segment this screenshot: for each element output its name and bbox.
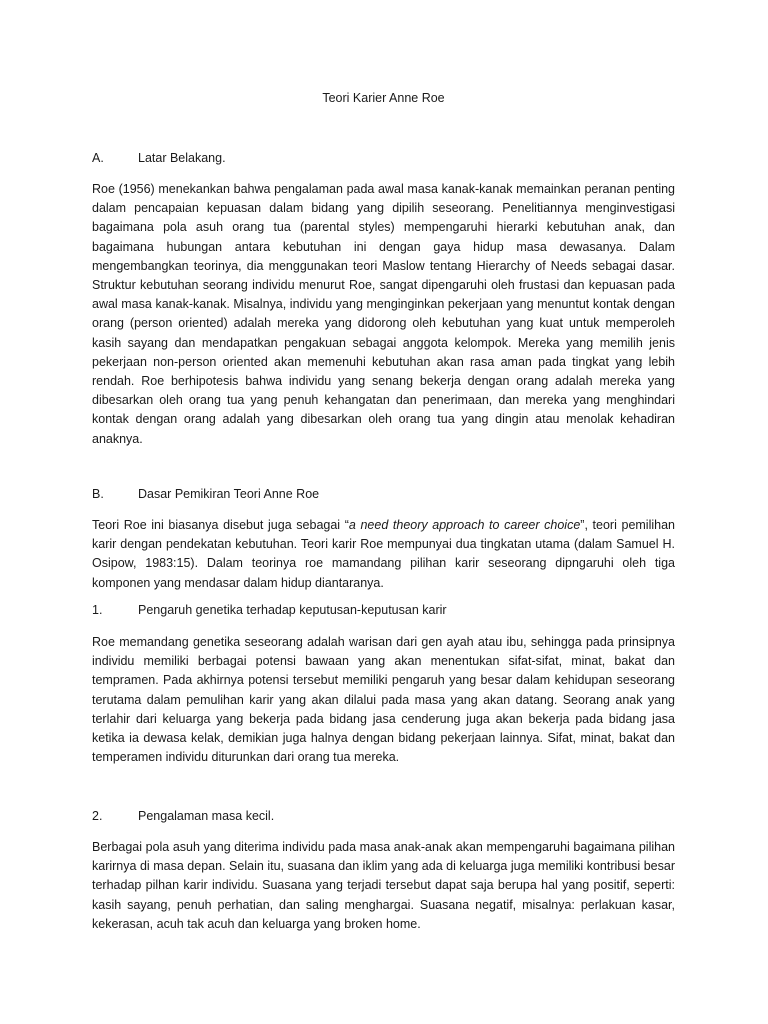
point-2-paragraph: Berbagai pola asuh yang diterima individu pada masa anak-anak akan mempengaruhi bagaimana pilihan karirnya di masa depan. Selain itu, suasana dan iklim yang ada di keluarga juga memiliki kontribusi besar terhadap pilhan karir individu. Suasana yang terjadi tersebut dapat saja berupa hal yang positif, seperti: kasih sayang, penuh perhatian, dan saling menghargai. Suasana negatif, misalnya: perlakuan kasar, kekerasan, acuh tak acuh dan keluarga yang broken home. bbox=[92, 840, 675, 931]
section-b-paragraph bbox=[92, 516, 675, 593]
point-2-heading bbox=[92, 806, 274, 826]
point-1-heading bbox=[92, 600, 447, 620]
document-title: Teori Karier Anne Roe bbox=[322, 91, 445, 105]
point-1-paragraph: Roe memandang genetika seseorang adalah warisan dari gen ayah atau ibu, sehingga pada prinsipnya individu memiliki berbagai potensi bawaan yang akan menentukan sifat-sifat, minat, bakat dan tempramen. Pada akhirnya potensi tersebut memiliki pengaruh yang besar dalam kehidupan seseorang terutama dalam pemulihan karir yang akan dilalui pada masa yang akan datang. Seorang anak yang terlahir dari keluarga yang bekerja pada bidang jasa cenderung juga akan bekerja pada bidang jasa ketika ia dewasa kelak, demikian juga halnya dengan bidang pekerjaan lainnya. Sifat, minat, bakat dan temperamen individu diturunkan dari orang tua mereka. bbox=[92, 635, 675, 765]
point-1-number: 1. bbox=[92, 603, 103, 617]
section-b-heading bbox=[92, 484, 319, 504]
section-a-paragraph: Roe (1956) menekankan bahwa pengalaman pada awal masa kanak-kanak memainkan peranan penting dalam pencapaian kepuasan dalam bidang yang dipilih seseorang. Penelitiannya menginvestigasi bagaimana pola asuh orang tua (parental styles) mempengaruhi hierarki kebutuhan anak, dan bagaimana hubungan antara kebutuhan ini dengan gaya hidup masa dewasanya. Dalam mengembangkan teorinya, dia menggunakan teori Maslow tentang Hierarchy of Needs sebagai dasar. Struktur kebutuhan seorang individu menurut Roe, sangat dipengaruhi oleh frustasi dan kepuasan pada awal masa kanak-kanak. Misalnya, individu yang menginginkan pekerjaan yang menuntut kontak dengan orang (person oriented) adalah mereka yang didorong oleh kebutuhan yang kuat untuk memperoleh kasih sayang dan mendapatkan pengakuan sebagai anggota kelompok. Mereka yang memilih jenis pekerjaan non-person oriented akan memenuhi kebutuhan akan rasa aman pada tingkat yang lebih rendah. Roe berhipotesis bahwa individu yang senang bekerja dengan orang adalah mereka yang dibesarkan oleh orang tua yang penuh kehangatan dan penerimaan, dan mereka yang menghindari kontak dengan orang adalah yang dibesarkan oleh orang tua yang dingin atau menolak kehadiran anaknya. bbox=[92, 182, 675, 446]
section-b-intro-before: Teori Roe ini biasanya disebut juga sebagai “ bbox=[92, 518, 349, 532]
section-a-heading bbox=[92, 148, 226, 168]
section-a-title: Latar Belakang. bbox=[138, 151, 226, 165]
section-b-intro-italic: a need theory approach to career choice bbox=[348, 518, 581, 532]
section-b-title: Dasar Pemikiran Teori Anne Roe bbox=[138, 487, 320, 501]
document-page bbox=[92, 0, 675, 1024]
point-1-title: Pengaruh genetika terhadap keputusan-keputusan karir bbox=[138, 603, 447, 617]
point-2-title: Pengalaman masa kecil. bbox=[138, 809, 275, 823]
point-2-number: 2. bbox=[92, 809, 103, 823]
section-b-intro-after: ”, teori pemilihan karir dengan pendekatan kebutuhan. Teori karir Roe mempunyai dua tingkatan utama (dalam Samuel H. Osipow, 1983:15). Dalam teorinya roe mamandang pilihan karir seseorang dipngaruhi oleh tiga komponen yang mendasar dalam hidup diantaranya. bbox=[92, 518, 675, 590]
section-a-number: A. bbox=[92, 151, 104, 165]
section-b-number: B. bbox=[92, 487, 104, 501]
